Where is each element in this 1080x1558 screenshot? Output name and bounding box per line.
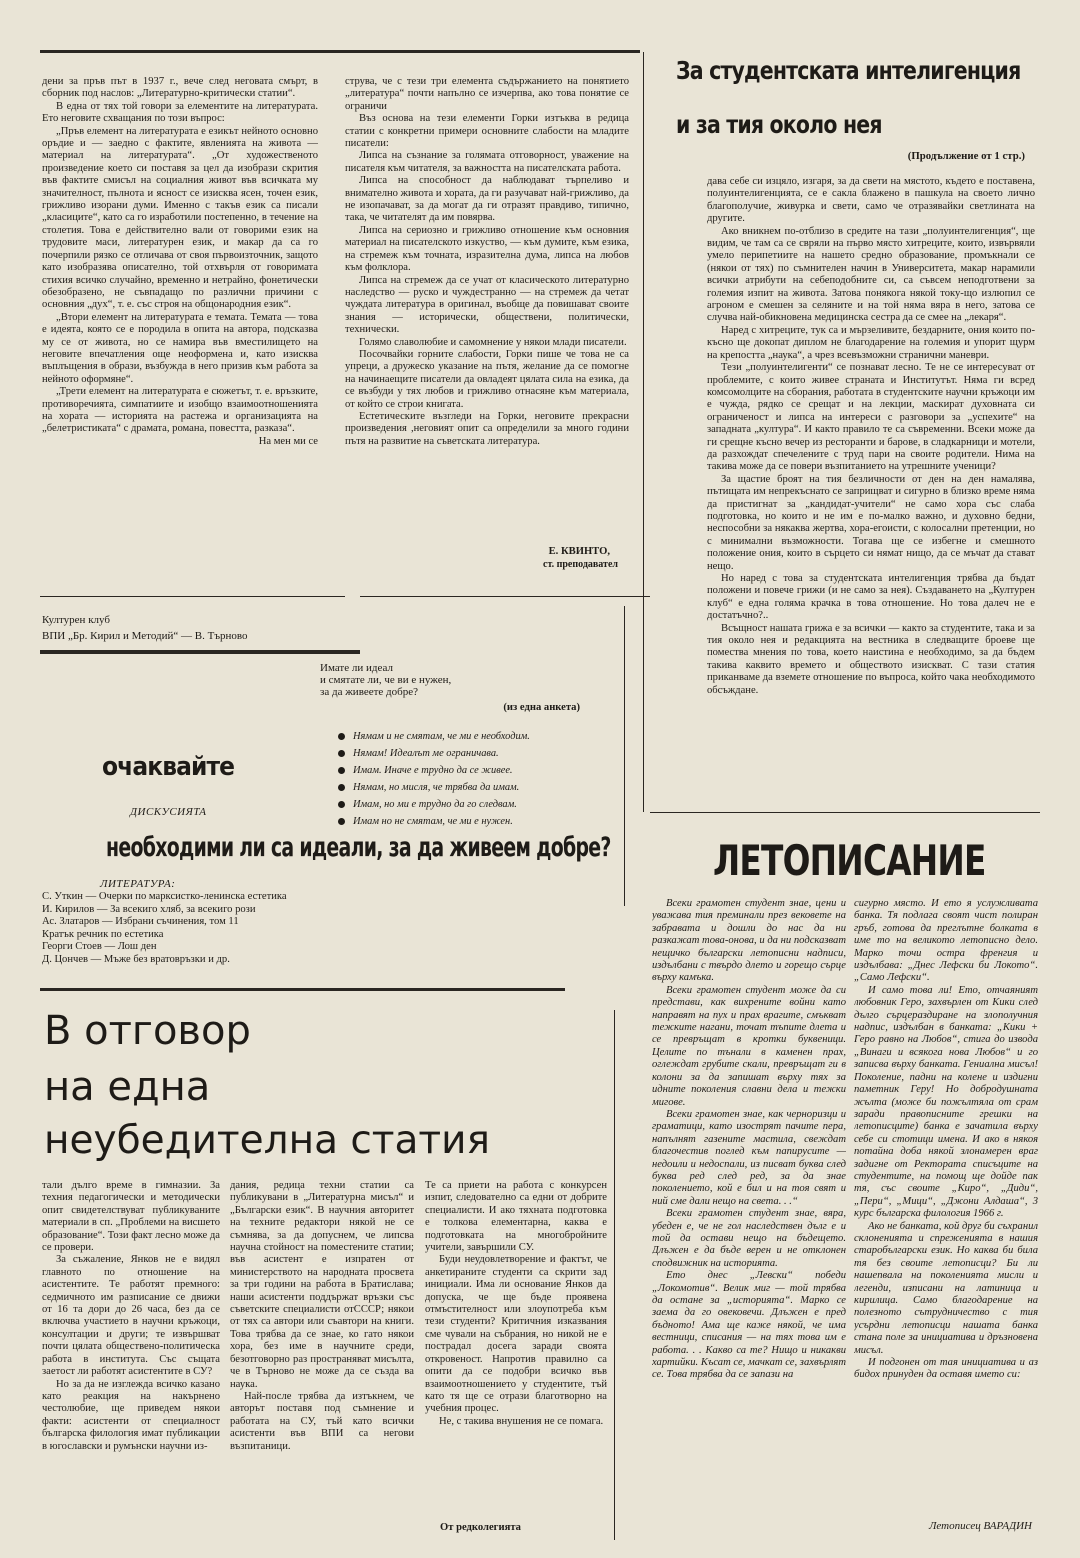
top-border — [40, 50, 640, 53]
club-institute: ВПИ „Бр. Кирил и Методий“ — В. Търново — [42, 630, 248, 642]
answer-item — [338, 779, 623, 796]
paragraph: Тези „полуинтелигенти“ се познават лесно. Те не се интересуват от проблемите, с които живее страната и Институтът. Няма ги всред комсомолците на сборания, работата в студентските научни кръжоци им е чужда, рядко се срещат и на лекции, маскират духовната си ограниченост и липса на интереси с разговори за „успехите“ на западната „култура“. И както правило те са съвременни. Всеки може да ги срещне късно вечер из ресторанти и барове, в сладкарници и мотели, да разхождат спечелените с труд пари на своите родители. Нима на такива може да се повери възпитанието на утрешните ученици? — [707, 362, 1035, 473]
column-rule — [643, 52, 644, 812]
paragraph: Естетическите възгледи на Горки, неговите прекрасни произведения ,неговият опит са определили за много години пътя на развитие на съветската литература. — [345, 410, 629, 447]
bullet-icon — [338, 818, 345, 825]
divider — [360, 596, 650, 597]
paragraph: Ако вникнем по-отблизо в средите на тази „полуинтелигенция“, ще видим, че там са се свряли на първо място хитреците, които, извървяли умело перипетиите на нашето средно образование, промъкнали се (някои от тях) по съмнителен начин в Университета, макар нарамили всички атрибути на себеподобните си, са съвсем неподготвени за големия изпит на живота. Затова понякога някой току-що излюпил се агроном е смешен за селяните и на той няма вяра в него, затова се случва най-обикновена медицинска сестра да се смее на „лекаря“. — [707, 225, 1035, 324]
letopisanie-title: ЛЕТОПИСАНИЕ — [713, 836, 986, 885]
divider — [40, 988, 565, 991]
bullet-icon — [338, 784, 345, 791]
paragraph: Всеки грамотен студент може да си представи, как вихрените войни като направят на пух и прах врагите, смъкват тежките нагани, точат тъпите длета и се превръщат в кротки буквеници. Целите по тънали в каменен прах, оглеждат грубите скали, превръщат ги в колони за да запишат върху тях за идните поколения славни дела и тежки мигове. — [652, 984, 846, 1108]
paragraph: „Втори елемент на литературата е темата. Темата — това е идеята, която се е породила в опита на автора, подсказва му се от живота, но се намира във вместилището на неговите впечатления още неоформена и, като изисква въплъщения в образи, възбужда в него призив към работа за нейното оформяне“. — [42, 311, 318, 385]
discussion-title: необходими ли са идеали, за да живеем добре? — [106, 832, 611, 863]
bullet-icon — [338, 750, 345, 757]
paragraph: За щастие броят на тия безличности от ден на ден намалява, пътищата им непрекъснато се заприщват и сигурно в близко време няма да пристигнат за „кандидат-учители“ не само хора със слаба подготовка, но които и не им е по-малко важно, и духовно бедни, неспособни за някаква жертва, хора-егоисти, с колосални претенции, но с минимални възможности. Тогава ще се избегне и смешното положение ония, които в сърцето си нямат нищо, да се мъчат да стават нещо. — [707, 473, 1035, 572]
answer-item — [338, 745, 623, 762]
answer-text: Нямам и не смятам, че ми е необходим. — [353, 731, 530, 742]
paragraph: Не, с такива внушения не се помага. — [439, 1415, 604, 1427]
survey-question-line2: и смятате ли, че ви е нужен, — [320, 674, 452, 686]
paragraph: Посочвайки горните слабости, Горки пише че това не са упреци, а дружеско указание на пътя, желание да се помогне на начинаещите писатели да овладеят цялата сила на езика, да се възбуди у тях любов и грижливо отнасяне към материала, от който се строи книгата. — [345, 348, 629, 410]
literature-item: Д. Цончев — Мъже без вратовръзки и др. — [42, 953, 230, 965]
paragraph: Ако не банката, кой друг би съхранил склоненията и спреженията в нашия старобългарски език. Но каква би била тя без своите летописци? Би ли нашепвала на поколенията мисли и легенди, изписани на латиница и кирилица. Само благодарение на полезното сътрудничество с тия усърдни летописци нашата банка стана поле за инициатива и дръзновена мисъл. — [854, 1220, 1038, 1356]
answer-item — [338, 813, 623, 830]
survey-question-line1: Имате ли идеал — [320, 662, 393, 674]
paragraph: Въз основа на тези елементи Горки изтъква в редица статии с конкретни примери основните слабости на младите писатели: — [345, 113, 629, 150]
paragraph: „Трети елемент на литературата е сюжетът, т. е. връзките, противоречията, симпатиите и изобщо взаимоотношенията на хората — историята на растежа и организацията на „белетристиката“ с драмата, романа, повестта, разказа“. — [42, 386, 318, 435]
discussion-label: ДИСКУСИЯТА — [130, 806, 207, 818]
top-article-signature-role: ст. преподавател — [543, 559, 618, 570]
literature-item: Ас. Златаров — Избрани съчинения, том 11 — [42, 916, 239, 928]
bullet-icon — [338, 767, 345, 774]
student-article-title-line1: За студентската интелигенция — [676, 56, 1021, 85]
survey-answers — [338, 728, 623, 830]
paragraph: сигурно място. И ето я услужливата банка. Тя подлага своят чист полиран гръб, готова да преглътне болката в име то на великото летописно дело. Марко точи остра френгия и издълбава: „Днес Лефски би Локото“. „Само Лефски“. — [854, 898, 1038, 984]
survey-question-line3: за да живеете добре? — [320, 686, 418, 698]
paragraph: И само това ли! Ето, отчаяният любовник Геро, захвърлен от Кики след дълго сърцераздиране на злополучния надпис, издълбан в банката: „Кики + Геро равно на Любов“, стига до извода „Винаги и всякога нова Любов“ и го записва върху банката. Гениална мисъл! Поколение, падни на колене и издигни паметник Геру! Но добродушната жълта (може би пожълтяла от срам заради правописните грешки на летописците) банка е зачатила върху себе си стотици имена. И ако в някоя потайна доба някой злонамерен враг задигне от Ректората списъците на студентите, на помощ ще дойде пак тя, със своите „Киро“, „Диди“, „Пери“, „Мици“, „Джони Алдаша“, 3 курс българска филология 1966 г. — [854, 984, 1038, 1220]
box-right-border — [624, 606, 625, 906]
paragraph: Всеки грамотен студент знае, вяра, убеден е, че не гол наследствен дълг е и той да остави нещо на бъдещето. Длъжен е да бъде верен и не отклонен сподвижник на историята. — [652, 1208, 846, 1269]
letopisanie-col1 — [652, 898, 846, 1548]
paragraph: тали дълго време в гимназии. За техния педагогически и методически опит свидетелствуват публикуваните материали в сп. „Проблеми на висшето образование“. Този факт лесно може да се провери. — [42, 1180, 220, 1254]
paragraph: „Пръв елемент на литературата е езикът нейното основно оръдие и — заедно с фактите, явленията на живота — материал на литературата“. „От художественото произведение което си поставя за цел да изобрази скрития във фактите смисъл на социалния живот във всичката му значителност, пълнота и ясност се изисква ясен, точен език, грижливо изорани думи. Именно с такъв език са писали „класиците“, като са го изработили постепенно, в течение на столетия. Това е действително вали от говорими език на трудовите маси, литературен език, и макар да са го почерпили рязко се отличава от своя първоизточник, защото като изобразява описателно, той отхвърля от говоримата стихия всичко случайно, временно и нетрайно, фонетически обезобразено, не съвпадащо по различни причини с основния „дух“, т. е. със строя на общонародния език“. — [42, 125, 318, 311]
paragraph: Буди неудовлетворение и фактът, че анкетираните студенти са скрити зад инициали. Има ли основание Янков да допуска, че ще бъде проявена отмъстителност или злоупотреба към тези студенти? Критичния изказвания сме чували на събрания, но никой не е пострадал досега заради своята откровеност. Напротив правилно са опити да се подобри всичко във взаимоотношението у студентите, тъй като тя ще се отрази благотворно на учебния процес. — [425, 1254, 607, 1415]
response-title-line1: В отговор — [44, 1008, 251, 1054]
answer-text: Имам но не смятам, че ми е нужен. — [353, 816, 513, 827]
letopisanie-col2 — [854, 898, 1038, 1518]
literature-list — [42, 891, 327, 967]
paragraph: Но за да не изглежда всичко казано като реакция на накърнено честолюбие, ще приведем някои факти: асистенти от специалност българска филология имат публикации в югославски и румънски научни из- — [42, 1378, 220, 1452]
club-box — [40, 606, 626, 986]
paragraph: Липса на съзнание за голямата отговорност, уважение на писателя към читателя, за важността на писателската работа. — [345, 150, 629, 174]
answer-text: Нямам! Идеалът ме ограничава. — [353, 748, 499, 759]
answer-item — [338, 796, 623, 813]
survey-source: (из една анкета) — [503, 702, 580, 713]
paragraph: Голямо славолюбие и самомнение у някои млади писатели. — [359, 336, 627, 348]
answer-text: Имам, но ми е трудно да го следвам. — [353, 799, 517, 810]
response-title-line2: на една — [44, 1064, 211, 1110]
paragraph: Най-после трябва да изтъкнем, че авторът поставя под съмнение и работата на СУ, тъй като всички асистенти във ВПИ са негови възпитаници. — [230, 1390, 414, 1452]
literature-item: Кратък речник по естетика — [42, 928, 164, 940]
paragraph: дени за пръв път в 1937 г., вече след неговата смърт, в сборник под наслов: „Литературно-критически статии“. — [42, 76, 318, 100]
club-underline — [40, 650, 360, 654]
paragraph: За съжаление, Янков не е видял главното по отношение на асистентите. Те работят премного: седмичното им разписание се движи от 16 та дори до 26 часа, без да се включва участието в научни кръжоци, консултации и други; те извършват почти цялата обществено-политическа работа в института. Със същата заетост ли работят асистентите в СУ? — [42, 1254, 220, 1378]
paragraph: струва, че с тези три елемента съдържанието на понятието „литература“ почти напълно се изчерпва, ако това понятие се ограничи — [345, 76, 629, 112]
top-article-signature: Е. КВИНТО, — [548, 546, 610, 557]
answer-item — [338, 762, 623, 779]
paragraph: Ето днес „Левски“ победи „Локомотив“. Велик миг — той трябва да остане за „историята“. Марко се заема да го овековечи. Длъжен е пред бъдното! Ама ще каже някой, че има вестници, списания — на тях това им е работа. . . Какво са те? Нищо и никакви хартийки. Късат се, мачкат се, захвърлят се. Това трябва да се запази на — [652, 1270, 846, 1381]
top-article-col1 — [42, 76, 318, 576]
paragraph: Всеки грамотен знае, как черноризци и граматици, като изострят пачите пера, напълнят газените мастила, свеждат благочестив поглед към папирусите — недоили и недоспали, из писват буква след буква ред след ред, за да знае поколението, кой е бил и на тоя свят и ний сме дали нещо на света. . .“ — [652, 1108, 846, 1207]
response-col1 — [42, 1180, 220, 1550]
paragraph: дава себе си изцяло, изгаря, за да свети на мястото, където е поставена, полуинтелигенцията, се е сакла блажено в пашкула на своето лично благополучие, живурка и свети, само че отразявайки светлината на другите. — [707, 176, 1035, 225]
divider — [40, 596, 345, 597]
student-article-continued: (Продължение от 1 стр.) — [907, 150, 1025, 162]
student-article-body — [707, 176, 1035, 801]
paragraph: Липса на стремеж да се учат от класическото литературно наследство — руско и чуждестранно — на стремеж да четат чуждата литература в оригинал, въобще да повишават своите знания — исторически, обществени, политически, технически. — [345, 274, 629, 336]
paragraph: Но наред с това за студентската интелигенция трябва да бъдат положени и повече грижи (и не само за нея). Създаването на „Културен клуб“ е една голяма крачка в това отношение. Но това далеч не е достатъчно?.. — [707, 573, 1035, 622]
column-rule — [614, 1010, 615, 1540]
expect-heading: очаквайте — [102, 752, 235, 782]
literature-item: И. Кирилов — За всекиго хляб, за всекиго рози — [42, 903, 256, 915]
student-article-title-line2: и за тия около нея — [676, 110, 882, 139]
answer-text: Нямам, но мисля, че трябва да имам. — [353, 782, 520, 793]
top-article-col2 — [345, 76, 629, 544]
club-name: Културен клуб — [42, 614, 110, 626]
paragraph: Всъщност нашата грижа е за всички — както за студентите, така и за тия около нея и редакцията на вестника в следващите броеве ще помества мнения по това, което наистина е необходимо, за да бъдем такива каквито времето и обществото изискват. С тази статия приканваме да вземете отношение по въпроса, който чака необходимото обсъждане. — [707, 622, 1035, 696]
paragraph: Те са приети на работа с конкурсен изпит, следователно са едни от добрите специалисти. И ако тяхната подготовка е толкова елементарна, каква е подготовката на многобройните учители, завършили СУ. — [425, 1180, 607, 1254]
answer-item — [338, 728, 623, 745]
divider — [650, 812, 1040, 813]
literature-item: Георги Стоев — Лош ден — [42, 941, 157, 953]
paragraph: Липса на сериозно и грижливо отношение към основния материал на писателското изкуство, — към думите, към езика, на стремеж към точната, изразителна дума, липса на любов към фолклора. — [345, 224, 629, 274]
response-col3 — [425, 1180, 607, 1510]
paragraph: Наред с хитреците, тук са и мързеливите, бездарните, ония които по-късно ще докопат диплом не благодарение на големия и упорит щурм на крепостта „наука“, а чрез всевъзможни странични маневри. — [707, 324, 1035, 361]
paragraph: Липса на способност да наблюдават търпеливо и внимателно живота и хората, да ги разучават най-грижливо, да не изопачават, за да могат да ги отразят правдиво, типично, така, че читателят да им повярва. — [345, 175, 629, 224]
letopisanie-signature: Летописец ВАРАДИН — [928, 1520, 1032, 1532]
paragraph: дания, редица техни статии са публикувани в „Литературна мисъл“ и „Български език“. В научния авторитет на техните редактори някой не се съмнява, за да допуснем, че липсва научна стойност на поместените статии; във асистент е изпратен от министерството на народната просвета за три години на работа в Братислава; наши асистенти поддържат връзки със съветските специалисти отСССР; някои от тях са автори или съавтори на книги. Това трябва да се знае, ко гато някои хора, без име в научните среди, безотговорно раз пространяват мисълта, че в Търново не може да се създа ва наука. — [230, 1180, 414, 1390]
paragraph: На мен ми се — [258, 435, 318, 447]
response-signature: От редколегията — [440, 1522, 521, 1533]
literature-header: ЛИТЕРАТУРА: — [100, 878, 176, 890]
paragraph: Всеки грамотен студент знае, цени и уважава тия преминали през вековете на забравата и дошли до нас да ни разкажат това-онова, и да ни подсказват нещичко български летописни надписи, издълбани с твърдо длето и горещо сърце върху камъка. — [652, 898, 846, 984]
literature-item: С. Уткин — Очерки по марксистко-ленинска естетика — [42, 891, 287, 902]
bullet-icon — [338, 801, 345, 808]
response-title-line3: неубедителна статия — [44, 1118, 490, 1163]
answer-text: Имам. Иначе е трудно да се живее. — [353, 765, 513, 776]
response-col2 — [230, 1180, 414, 1550]
bullet-icon — [338, 733, 345, 740]
paragraph: В една от тях той говори за елементите на литературата. Ето неговите схващания по този въпрос: — [42, 100, 318, 125]
paragraph: И подгонен от тая инициатива и аз бидох принуден да оставя името си: — [854, 1357, 1038, 1381]
